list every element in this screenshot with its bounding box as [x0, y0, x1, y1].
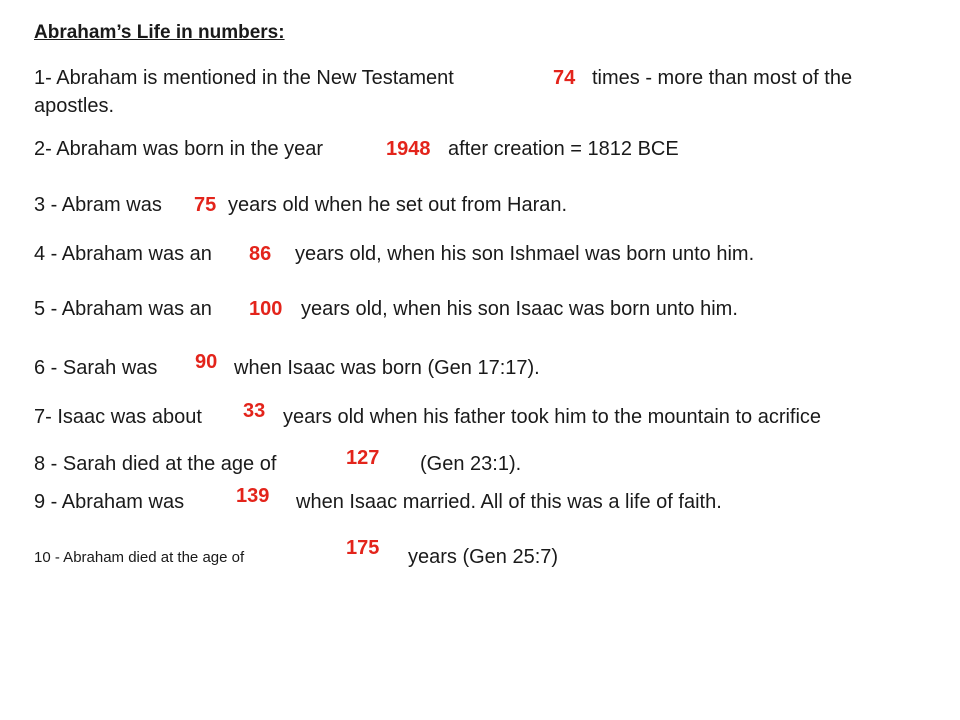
item-5-text-after: years old, when his son Isaac was born unto him.	[301, 298, 738, 320]
item-7-text-before: 7- Isaac was about	[34, 406, 202, 428]
item-10-text-before: 10 - Abraham died at the age of	[34, 549, 245, 566]
item-8-text-after: (Gen 23:1).	[420, 453, 522, 475]
item-10-text-after: years (Gen 25:7)	[408, 546, 559, 568]
item-2-number: 1948	[386, 138, 431, 160]
item-8-number: 127	[346, 447, 380, 469]
slide-title: Abraham’s Life in numbers:	[34, 22, 285, 43]
item-4-text-after: years old, when his son Ishmael was born unto him.	[295, 243, 755, 265]
item-9-text-after: when Isaac married. All of this was a life of faith.	[296, 491, 722, 513]
item-1-text-after: times - more than most of the	[592, 67, 853, 89]
item-1-number: 74	[553, 67, 576, 89]
item-10-number: 175	[346, 537, 380, 559]
item-5-number: 100	[249, 298, 283, 320]
item-3-text-before: 3 - Abram was	[34, 194, 162, 216]
item-1-text-before: 1- Abraham is mentioned in the New Testament	[34, 67, 454, 89]
item-1-text-continued: apostles.	[34, 95, 115, 117]
item-6-text-before: 6 - Sarah was	[34, 357, 158, 379]
item-3-text-after: years old when he set out from Haran.	[228, 194, 568, 216]
item-4-text-before: 4 - Abraham was an	[34, 243, 212, 265]
item-9-number: 139	[236, 485, 270, 507]
item-8-text-before: 8 - Sarah died at the age of	[34, 453, 277, 475]
item-3-number: 75	[194, 194, 217, 216]
item-6-number: 90	[195, 351, 218, 373]
item-6-text-after: when Isaac was born (Gen 17:17).	[234, 357, 540, 379]
item-2-text-after: after creation = 1812 BCE	[448, 138, 679, 160]
item-2-text-before: 2- Abraham was born in the year	[34, 138, 324, 160]
item-4-number: 86	[249, 243, 272, 265]
item-7-number: 33	[243, 400, 266, 422]
item-9-text-before: 9 - Abraham was	[34, 491, 185, 513]
item-5-text-before: 5 - Abraham was an	[34, 298, 212, 320]
item-7-text-after: years old when his father took him to the mountain to acrifice	[283, 406, 822, 428]
